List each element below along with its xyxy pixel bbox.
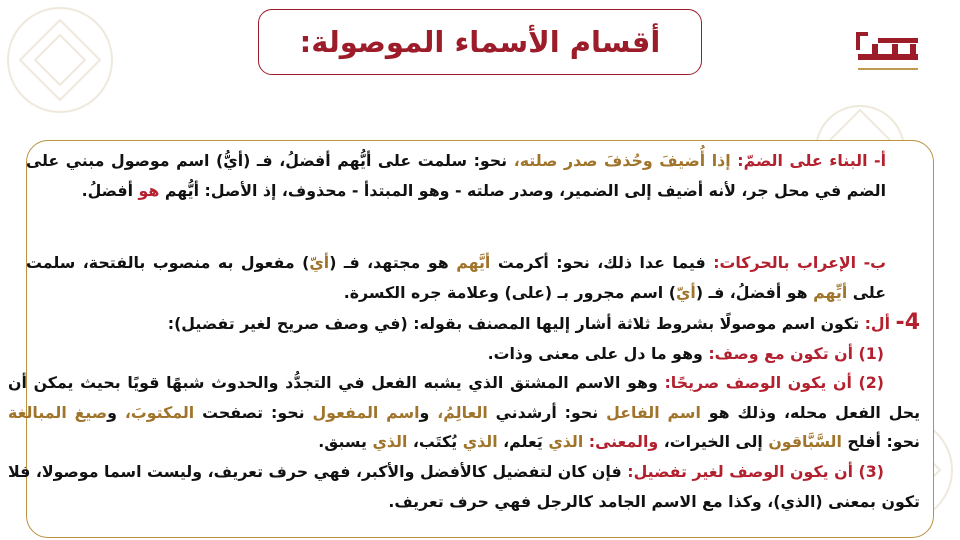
condition-2-text-9: يُكتَب،	[412, 432, 458, 452]
condition-2-text-5: و	[107, 402, 117, 422]
section-4-quote: (في وصف صريح لغير تفضيل):	[167, 314, 408, 333]
condition-2-label: (2) أن يكون الوصف صريحًا:	[664, 373, 884, 393]
section-4-label: أل:	[864, 314, 891, 333]
condition-2-text-1: وهو الاسم المشتق الذي يشبه الفعل في التجدُّد والحدوث شبهًا قويًا بحيث يمكن أن يحل الفعل محله، وذلك هو	[8, 373, 921, 422]
section-b-text-3: ) مفعول به منصوب بالفتحة، سلمت على	[26, 253, 886, 302]
condition-2-text-4: نحو: تصفحت	[202, 402, 305, 422]
section-4-intro-line	[8, 308, 920, 339]
condition-1-line	[8, 339, 920, 369]
section-b-text-1: فيما عدا ذلك، نحو: أكرمت	[497, 253, 706, 272]
section-b-paragraph	[26, 248, 886, 307]
section-a-original-3: أفضلُ.	[81, 180, 133, 200]
section-4-number: 4-	[895, 310, 920, 335]
section-a-original-1: أيُّهم	[164, 180, 200, 200]
section-a-label: أ- البناء على الضمّ:	[737, 151, 887, 170]
condition-3-text: فإن كان لتفضيل كالأفضل والأكبر، فهي حرف تعريف، وليست اسما موصولا، فلا تكون بمعنى (الذي)، وكذا مع الاسم الجامد كالرجل فهي حرف تعريف.	[8, 461, 920, 511]
condition-2-term-4: والمعنى:	[588, 432, 659, 452]
section-b-word-4: أيّ	[675, 282, 696, 302]
condition-2-example-1: العالِمُ،	[437, 402, 488, 422]
section-b-text-4: هو أفضلُ، فـ (	[695, 282, 808, 302]
condition-2-text-3: و	[419, 402, 430, 422]
condition-3-paragraph	[8, 457, 920, 516]
condition-2-term-1: اسم الفاعل	[606, 402, 701, 422]
section-a-explanation: فـ (أيُّ) اسم موصول مبني على الضم في محل جر، لأنه أضيف إلى الضمير، وصدر صلته - وهو المبتدأ - محذوف، إذ الأصل:	[26, 151, 886, 200]
condition-2-example-2: المكتوبَ،	[124, 402, 195, 422]
condition-1-text: وهو ما دل على معنى وذات.	[487, 343, 703, 363]
condition-2-text-7: إلى الخيرات،	[663, 432, 763, 452]
condition-2-text-6: نحو: أفلح	[847, 432, 920, 452]
condition-2-paragraph	[8, 368, 920, 457]
section-b-word-3: أيِّهم	[813, 282, 848, 302]
slide-content	[4, 4, 930, 536]
condition-2-text-2: نحو: أرشدني	[495, 402, 599, 422]
condition-2-example-3: السَّبَّاقون	[768, 432, 842, 452]
condition-2-text-10: يسبق.	[318, 432, 367, 452]
condition-2-term-3: صيغ المبالغة	[8, 402, 108, 422]
section-a-example-intro: نحو:	[473, 151, 508, 170]
section-b-label: ب- الإعراب بالحركات:	[713, 253, 886, 272]
section-a-example: سلمت على أيُّهم أفضلُ،	[279, 151, 468, 170]
section-b-text-5: ) اسم مجرور بـ (على) وعلامة جره الكسرة.	[343, 282, 676, 302]
condition-3-label: (3) أن يكون الوصف لغير تفضيل:	[627, 461, 884, 481]
condition-2-example-5: الذي	[462, 432, 498, 452]
condition-2-example-4: الذي	[548, 432, 584, 452]
section-a-condition: إذا أُضيفَ وحُذفَ صدر صلته،	[513, 151, 731, 170]
section-b-word-2: أيّ	[309, 253, 330, 272]
section-4-block	[8, 308, 920, 516]
section-a-original-2: هو	[138, 180, 160, 200]
section-a-paragraph	[26, 146, 886, 205]
section-b-text-2: هو مجتهد، فـ (	[329, 253, 449, 272]
section-b-word-1: أيَّهم	[456, 253, 491, 272]
section-4-intro: تكون اسم موصولًا بشروط ثلاثة أشار إليها المصنف بقوله:	[413, 314, 860, 333]
condition-1-label: (1) أن تكون مع وصف:	[708, 343, 884, 363]
condition-2-text-8: يَعلم،	[503, 432, 543, 452]
slide-title: أقسام الأسماء الموصولة:	[299, 25, 661, 59]
condition-2-example-6: الذي	[372, 432, 408, 452]
condition-2-term-2: اسم المفعول	[312, 402, 420, 422]
